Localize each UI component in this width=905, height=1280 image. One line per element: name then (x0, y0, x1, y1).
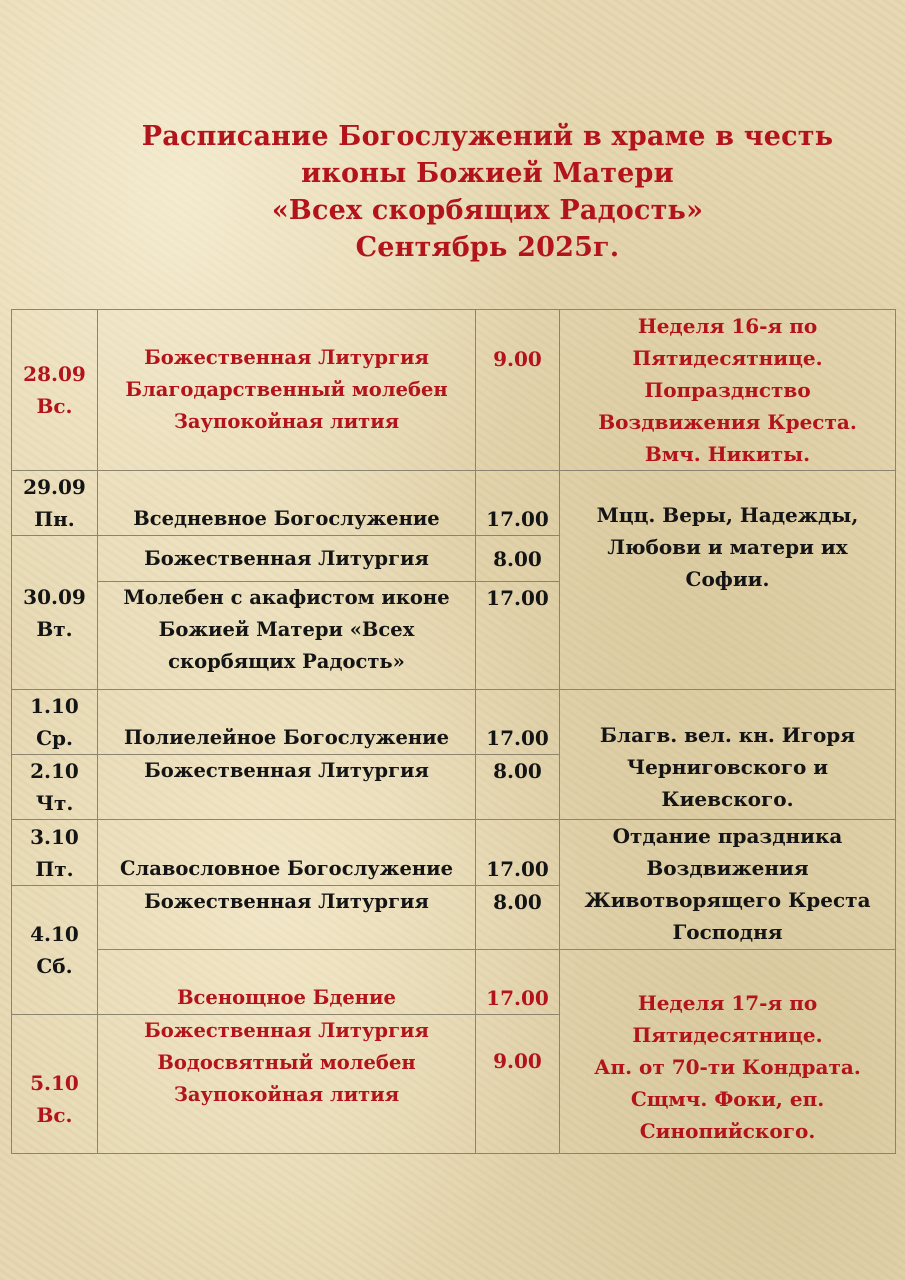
service-cell: Славословное Богослужение (98, 820, 476, 886)
date-cell: 29.09 Пн. (12, 471, 98, 536)
feast-cell: Неделя 16-я по Пятидесятнице. Попразднство Воздвижения Креста. Вмч. Никиты. (560, 310, 896, 471)
time-cell: 9.00 (476, 310, 560, 471)
time-cell: 17.00 (476, 582, 560, 690)
schedule-table (11, 309, 896, 1154)
title-line-4: Сентябрь 2025г. (355, 232, 620, 263)
feast-cell: Благв. вел. кн. Игоря Черниговского и Киевского. (560, 690, 896, 820)
time-cell: 8.00 (476, 536, 560, 582)
service-cell: Всенощное Бдение (98, 950, 476, 1015)
service-cell: Полиелейное Богослужение (98, 690, 476, 755)
feast-cell: Мцц. Веры, Надежды, Любови и матери их Софии. (560, 471, 896, 690)
time-cell: 8.00 (476, 755, 560, 820)
table-row (12, 950, 896, 1015)
time-cell: 17.00 (476, 950, 560, 1015)
service-cell: Божественная Литургия (98, 536, 476, 582)
feast-cell: Отдание праздника Воздвижения Животворящего Креста Господня (560, 820, 896, 950)
date-cell: 2.10 Чт. (12, 755, 98, 820)
title-line-2: иконы Божией Матери (301, 158, 674, 189)
service-cell: Молебен с акафистом иконе Божией Матери «Всех скорбящих Радость» (98, 582, 476, 690)
table-row (12, 471, 896, 536)
service-cell: Божественная Литургия (98, 886, 476, 950)
service-cell: Божественная Литургия (98, 755, 476, 820)
time-cell: 17.00 (476, 820, 560, 886)
time-cell: 17.00 (476, 690, 560, 755)
time-cell: 9.00 (476, 1015, 560, 1154)
date-cell: 28.09 Вс. (12, 310, 98, 471)
page-title (0, 118, 905, 266)
date-cell: 5.10 Вс. (12, 1015, 98, 1154)
service-cell: Вседневное Богослужение (98, 471, 476, 536)
service-cell: Божественная Литургия Водосвятный молебен Заупокойная лития (98, 1015, 476, 1154)
title-line-3: «Всех скорбящих Радость» (271, 195, 704, 226)
time-cell: 17.00 (476, 471, 560, 536)
date-cell: 4.10 Сб. (12, 886, 98, 1015)
table-row (12, 690, 896, 755)
table-row (12, 310, 896, 471)
feast-cell: Неделя 17-я по Пятидесятнице. Ап. от 70-ти Кондрата. Сщмч. Фоки, еп. Синопийского. (560, 950, 896, 1154)
service-cell: Божественная Литургия Благодарственный молебен Заупокойная лития (98, 310, 476, 471)
date-cell: 3.10 Пт. (12, 820, 98, 886)
title-line-1: Расписание Богослужений в храме в честь (141, 121, 834, 152)
time-cell: 8.00 (476, 886, 560, 950)
date-cell: 1.10 Ср. (12, 690, 98, 755)
date-cell: 30.09 Вт. (12, 536, 98, 690)
table-row (12, 820, 896, 886)
